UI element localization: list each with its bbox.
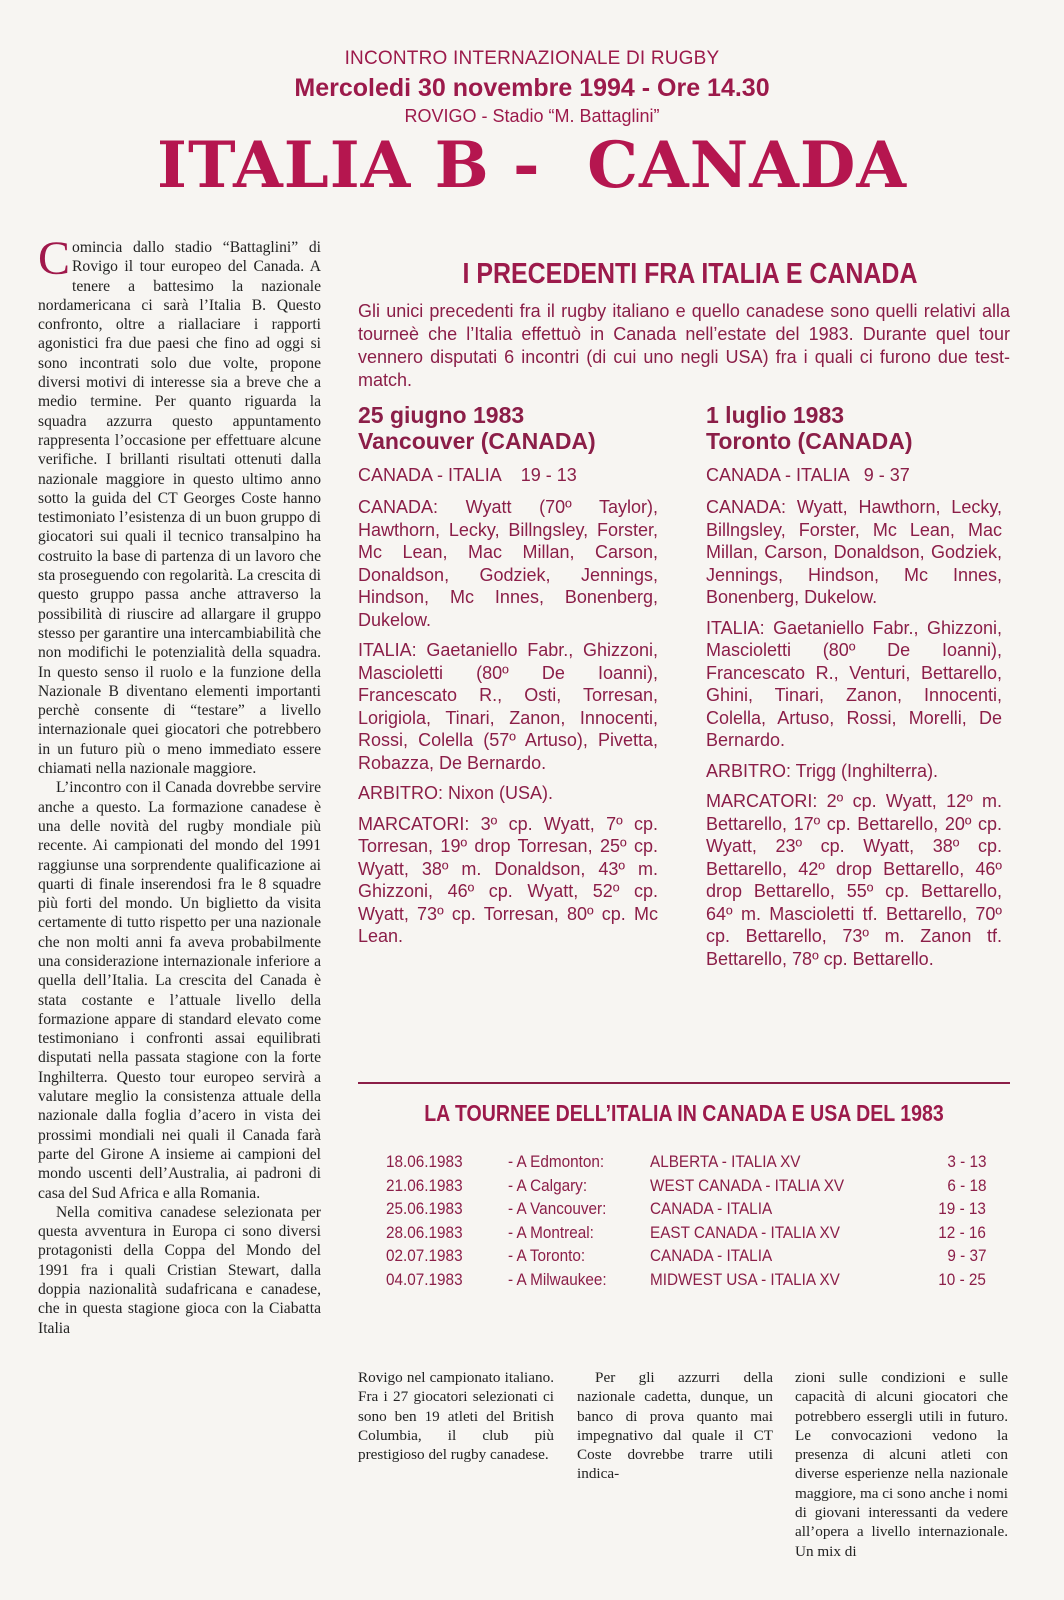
precedents-intro: Gli unici precedenti fra il rugby italiano e quello canadese sono quelli relativi alla tourneè che l’Italia effettuò in Canada nell’estate del 1983. Durante quel tour vennero disputati 6 incontri (di cui uno negli USA) fra i quali ci furono due test-match. bbox=[358, 301, 1010, 390]
row-date: 04.07.1983 bbox=[386, 1269, 463, 1289]
table-row bbox=[386, 1246, 986, 1270]
event-date: Mercoledi 30 novembre 1994 - Ore 14.30 bbox=[294, 74, 770, 102]
article-paragraph: Per gli azzurri della nazionale cadetta, dunque, un banco di prova quanto mai impegnativo dal quale il CT Coste dovrebbe trarre utili indica- bbox=[577, 1369, 773, 1483]
article-paragraph-2: L’incontro con il Canada dovrebbe servire anche a questo. La formazione canadese è una delle novità del rugby mondiale più recente. Ai campionati del mondo del 1991 raggiunse una sorprendente qualificazione ai quarti di finale inserendosi fra le 8 squadre più forti del mondo. Un biglietto da visita certamente di tutto rispetto per una nazionale che non molti anni fa aveva probabilmente una considerazione internazionale inferiore a quella dell’Italia. La crescita del Canada è stata costante e l’attuale livello della formazione appare di standard elevato come testimoniano i confronti assai equilibrati disputati nella passata stagione con la forte Inghilterra. Questo tour europeo servirà a valutare meglio la consistenza attuale della nazionale dalla foglia d’acero in vista dei prossimi mondiali nei quali il Canada farà parte del Girone A insieme ai campioni del mondo uscenti dell’Australia, ai padroni di casa del Sud Africa e alla Romania. bbox=[38, 779, 321, 1202]
match-venue: Vancouver (CANADA) bbox=[358, 428, 596, 454]
row-teams: WEST CANADA - ITALIA XV bbox=[650, 1175, 845, 1195]
lineup-canada: CANADA: Wyatt (70º Taylor), Hawthorn, Lecky, Billngsley, Forster, Mc Lean, Mac Millan, Carson, Donaldson, Godziek, Jennings, Hindson, Mc Innes, Bonenberg, Dukelow. bbox=[358, 497, 658, 630]
match-date: 25 giugno 1983 bbox=[358, 402, 525, 428]
article-main-column bbox=[38, 232, 321, 1338]
page-title: ITALIA B - CANADA bbox=[157, 128, 907, 203]
row-date: 02.07.1983 bbox=[386, 1246, 463, 1266]
row-result: 9 - 37 bbox=[946, 1246, 986, 1266]
table-row bbox=[386, 1270, 986, 1294]
article-bottom-column-3 bbox=[795, 1368, 1008, 1561]
scorers: MARCATORI: 3º cp. Wyatt, 7º cp. Torresan, 19º drop Torresan, 25º cp. Wyatt, 38º m. Donaldson, 43º m. Ghizzoni, 46º cp. Wyatt, 52º cp. Wyatt, 73º cp. Torresan, 80º cp. Mc Lean. bbox=[358, 813, 658, 946]
row-teams: CANADA - ITALIA bbox=[650, 1199, 773, 1219]
table-row bbox=[386, 1223, 986, 1247]
row-result: 10 - 25 bbox=[938, 1269, 986, 1289]
row-city: - A Vancouver: bbox=[508, 1199, 607, 1219]
row-teams: MIDWEST USA - ITALIA XV bbox=[650, 1269, 840, 1289]
article-paragraph-1-text: omincia dallo stadio “Battaglini” di Rovigo il tour europeo del Canada. A tenere a battesimo la nazionale nordamericana ci sarà l’Italia B. Questo confronto, oltre a riallaciare i rapporti agonistici fra due paesi che fino ad oggi si sono incontrati solo due volte, propone diversi motivi di interesse sia a breve che a medio termine. Per quanto riguarda la squadra azzurra questo appuntamento rappresenta l’occasione per effettuare alcune verifiche. I brillanti risultati ottenuti dalla nazionale maggiore in questo ultimo anno sotto la guida del CT Georges Coste hanno testimoniato l’esistenza di un buon gruppo di giocatori sui quali il tecnico transalpino ha costruito la base di partenza di un lavoro che sta proseguendo con regolarità. La crescita di questo gruppo passa anche attraverso la possibilità di riuscire ad allargare il gruppo stesso per garantire una intercambiabilità che non modifichi le potenzialità della squadra. In questo senso il ruolo e la funzione della Nazionale B diventano elementi importanti perchè consente di “testare” a livello internazionale quei giocatori che potrebbero in un futuro più o meno immediato essere chiamati nella nazionale maggiore. bbox=[38, 239, 321, 778]
match-1983-vancouver bbox=[358, 402, 658, 956]
article-paragraph-3: Nella comitiva canadese selezionata per questa avventura in Europa ci sono diversi protagonisti della Coppa del Mondo del 1991 fra i quali Cristian Stewart, dalla doppia nazionalità sudafricana e canadese, che in questa stagione gioca con la Ciabatta Italia bbox=[38, 1203, 321, 1337]
referee: ARBITRO: Nixon (USA). bbox=[358, 783, 554, 803]
row-date: 25.06.1983 bbox=[386, 1199, 463, 1219]
article-paragraph: zioni sulle condizioni e sulle capacità di alcuni giocatori che potrebbero essergli utili in futuro. Le convocazioni vedono la presenza di alcuni atleti con diverse esperienze nella nazionale maggiore, ma ci sono anche i nomi di giovani interessanti da vedere all’opera a livello internazionale. Un mix di bbox=[795, 1369, 1008, 1560]
match-venue: Toronto (CANADA) bbox=[706, 428, 913, 454]
table-row bbox=[386, 1176, 986, 1200]
row-teams: ALBERTA - ITALIA XV bbox=[650, 1152, 801, 1171]
row-result: 3 - 13 bbox=[946, 1152, 986, 1171]
row-result: 19 - 13 bbox=[938, 1199, 986, 1219]
event-kicker: INCONTRO INTERNAZIONALE DI RUGBY bbox=[344, 48, 720, 69]
section-divider bbox=[358, 1082, 1010, 1084]
table-row bbox=[386, 1199, 986, 1223]
article-paragraph: Rovigo nel campionato italiano. Fra i 27 giocatori selezionati ci sono ben 19 atleti del British Columbia, il club più prestigioso del rugby canadese. bbox=[358, 1369, 554, 1464]
row-teams: EAST CANADA - ITALIA XV bbox=[650, 1222, 840, 1242]
lineup-italia: ITALIA: Gaetaniello Fabr., Ghizzoni, Mascioletti (80º De Ioanni), Francescato R., Venturi, Bettarello, Ghini, Tinari, Zanon, Innocenti, Colella, Artuso, Rossi, Morelli, De Bernardo. bbox=[706, 617, 1002, 750]
match-score: CANADA - ITALIA 19 - 13 bbox=[358, 465, 577, 485]
row-city: - A Milwaukee: bbox=[508, 1269, 607, 1289]
article-bottom-column-2 bbox=[577, 1368, 773, 1484]
row-city: - A Edmonton: bbox=[508, 1152, 605, 1171]
row-date: 18.06.1983 bbox=[386, 1152, 463, 1171]
row-date: 28.06.1983 bbox=[386, 1222, 463, 1242]
row-result: 12 - 16 bbox=[938, 1222, 986, 1242]
row-city: - A Toronto: bbox=[508, 1246, 586, 1266]
table-row bbox=[386, 1152, 986, 1176]
tour-heading: LA TOURNEE DELL’ITALIA IN CANADA E USA DEL 1983 bbox=[424, 1100, 944, 1126]
row-teams: CANADA - ITALIA bbox=[650, 1246, 773, 1266]
drop-cap: C bbox=[38, 232, 71, 285]
tour-results-table bbox=[386, 1152, 986, 1294]
row-date: 21.06.1983 bbox=[386, 1175, 463, 1195]
article-paragraph bbox=[38, 232, 321, 778]
lineup-italia: ITALIA: Gaetaniello Fabr., Ghizzoni, Mascioletti (80º De Ioanni), Francescato R., Osti, Torresan, Lorigiola, Tinari, Zanon, Innocenti, Rossi, Colella (57º Artuso), Pivetta, Robazza, De Bernardo. bbox=[358, 640, 658, 773]
match-score: CANADA - ITALIA 9 - 37 bbox=[706, 465, 910, 485]
match-1983-toronto bbox=[706, 402, 1002, 978]
article-bottom-column-1 bbox=[358, 1368, 554, 1464]
precedents-heading: I PRECEDENTI FRA ITALIA E CANADA bbox=[462, 258, 918, 290]
lineup-canada: CANADA: Wyatt, Hawthorn, Lecky, Billngsley, Forster, Mc Lean, Mac Millan, Carson, Donaldson, Godziek, Jennings, Hindson, Mc Innes, Bonenberg, Dukelow. bbox=[706, 497, 1002, 607]
row-result: 6 - 18 bbox=[946, 1175, 986, 1195]
referee: ARBITRO: Trigg (Inghilterra). bbox=[706, 760, 939, 781]
row-city: - A Montreal: bbox=[508, 1222, 594, 1242]
scorers: MARCATORI: 2º cp. Wyatt, 12º m. Bettarello, 17º cp. Bettarello, 20º cp. Wyatt, 23º cp. Wyatt, 38º cp. Bettarello, 42º drop Bettarello, 46º drop Bettarello, 55º cp. Bettarello, 64º m. Mascioletti tf. Bettarello, 70º cp. Bettarello, 73º m. Zanon tf. Bettarello, 78º cp. Bettarello. bbox=[706, 791, 1002, 969]
event-venue: ROVIGO - Stadio “M. Battaglini” bbox=[404, 106, 660, 126]
row-city: - A Calgary: bbox=[508, 1175, 588, 1195]
match-date: 1 luglio 1983 bbox=[706, 402, 845, 428]
